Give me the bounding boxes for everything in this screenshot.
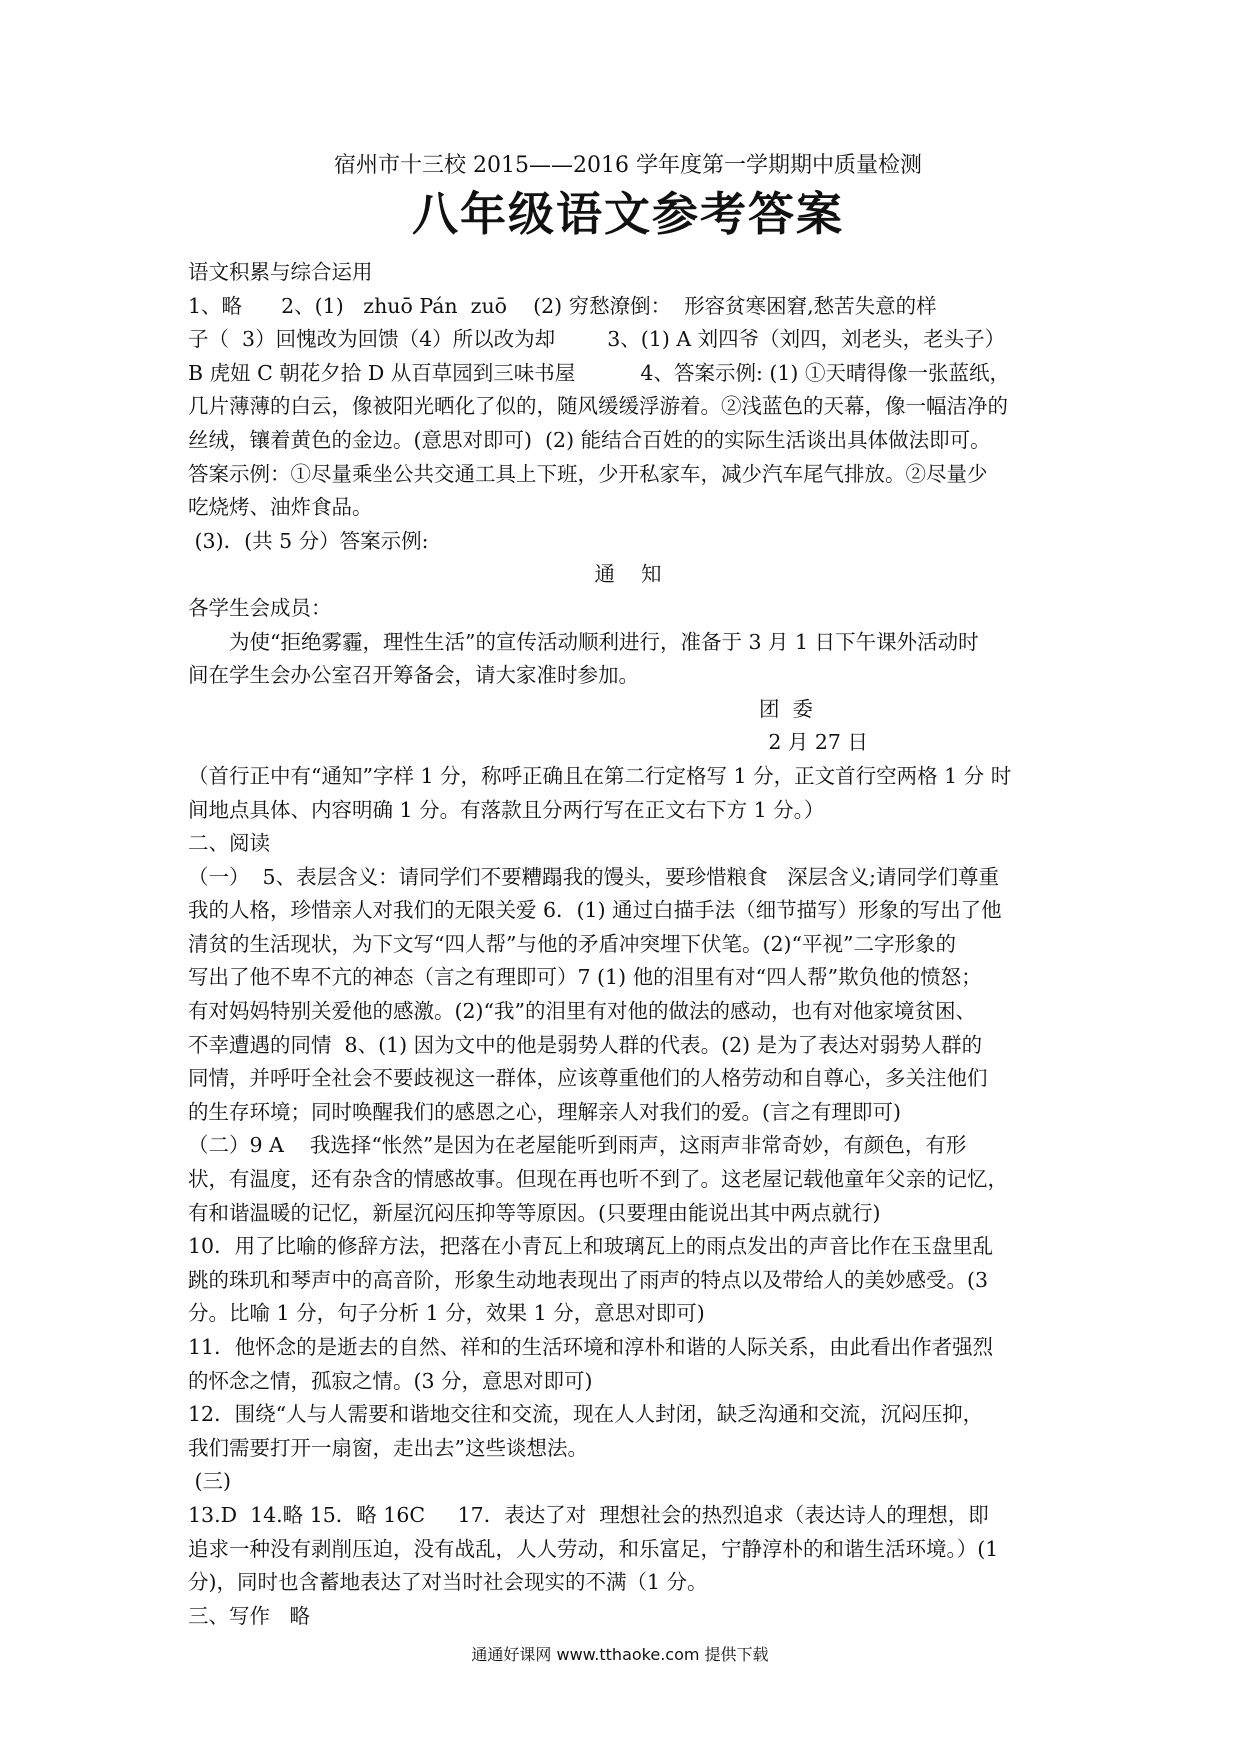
text-line: 的生存环境；同时唤醒我们的感恩之心，理解亲人对我们的爱。(言之有理即可) [188,1099,901,1124]
text-line: 有对妈妈特别关爱他的感激。(2)“我”的泪里有对他的做法的感动，也有对他家境贫困、 [188,999,976,1024]
text-line: 11．他怀念的是逝去的自然、祥和的生活环境和淳朴和谐的人际关系，由此看出作者强烈 [188,1335,994,1359]
text-line: 同情，并呼吁全社会不要歧视这一群体，应该尊重他们的人格劳动和自尊心，多关注他们 [188,1066,988,1091]
text-line: (3)．(共 5 分）答案示例: [188,528,429,553]
text-line: 10．用了比喻的修辞方法，把落在小青瓦上和玻璃瓦上的雨点发出的声音比作在玉盘里乱 [188,1234,994,1259]
text-line: 语文积累与综合运用 [188,260,373,284]
text-line: （二）9 A 我选择“怅然”是因为在老屋能听到雨声，这雨声非常奇妙，有颜色，有形 [188,1133,967,1158]
text-line: 13.D 14.略 15．略 16C 17．表达了对 理想社会的热烈追求（表达诗人的理想，即 [188,1502,989,1527]
document-title: 八年级语文参考答案 [412,187,844,241]
text-line: 子（ 3）回愧改为回馈（4）所以改为却 3、(1) A 刘四爷（刘四，刘老头，老头子） [188,327,1006,352]
document-page [188,150,1068,1633]
text-line: 12．围绕“人与人需要和谐地交往和交流，现在人人封闭，缺乏沟通和交流，沉闷压抑， [188,1402,984,1427]
text-line: 1、略 2、(1) zhuō Pán zuō (2) 穷愁潦倒： 形容贫寒困窘,愁苦失意的样 [188,293,937,318]
text-line: 有和谐温暖的记忆，新屋沉闷压抑等等原因。(只要理由能说出其中两点就行) [188,1200,881,1225]
notice-heading: 通 知 [594,562,662,587]
text-line: 不幸遭遇的同情 8、(1) 因为文中的他是弱势人群的代表。(2) 是为了表达对弱势人群的 [188,1032,983,1057]
notice-signature: 团 委 [758,696,813,721]
text-line: 清贫的生活现状，为下文写“四人帮”与他的矛盾冲突埋下伏笔。(2)“平视”二字形象的 [188,931,956,956]
download-footer: 通通好课网 www.tthaoke.com 提供下载 [471,1645,769,1664]
text-line: B 虎妞 C 朝花夕拾 D 从百草园到三味书屋 4、答案示例: (1) ①天晴得像一张蓝纸， [188,360,1010,385]
text-line: 的怀念之情，孤寂之情。(3 分，意思对即可) [188,1368,593,1393]
text-line: 间地点具体、内容明确 1 分。有落款且分两行写在正文右下方 1 分。） [188,797,825,822]
section-heading: 三、写作 略 [188,1603,311,1628]
text-line: （首行正中有“通知”字样 1 分，称呼正确且在第二行定格写 1 分，正文首行空两格 1 分 时 [188,763,1012,788]
text-line: 写出了他不卑不亢的神态（言之有理即可）7 (1) 他的泪里有对“四人帮”欺负他的愤怒； [188,965,982,990]
text-line: （一） 5、表层含义：请同学们不要糟蹋我的馒头，要珍惜粮食 深层含义;请同学们尊重 [188,864,1000,889]
text-line: 分。比喻 1 分，句子分析 1 分，效果 1 分，意思对即可) [188,1301,705,1326]
text-line: 状，有温度，还有杂含的情感故事。但现在再也听不到了。这老屋记载他童年父亲的记忆， [188,1167,1008,1192]
text-line: 分)，同时也含蓄地表达了对当时社会现实的不满（1 分。 [188,1570,708,1595]
exam-subtitle: 宿州市十三校 2015——2016 学年度第一学期期中质量检测 [334,153,922,178]
text-line: 答案示例：①尽量乘坐公共交通工具上下班，少开私家车，减少汽车尾气排放。②尽量少 [188,461,988,486]
notice-salutation: 各学生会成员： [188,595,332,620]
text-line: 追求一种没有剥削压迫，没有战乱，人人劳动，和乐富足，宁静淳朴的和谐生活环境。）(1 [188,1536,999,1561]
notice-body: 为使“拒绝雾霾，理性生活”的宣传活动顺利进行，准备于 3 月 1 日下午课外活动时 [229,629,979,654]
section-heading: (三) [188,1469,232,1494]
text-line: 跳的珠玑和琴声中的高音阶，形象生动地表现出了雨声的特点以及带给人的美妙感受。(3 [188,1267,989,1292]
text-line: 我们需要打开一扇窗，走出去”这些谈想法。 [188,1435,588,1460]
notice-body: 间在学生会办公室召开筹备会，请大家准时参加。 [188,663,639,688]
notice-date: 2 月 27 日 [768,730,868,755]
section-heading: 二、阅读 [188,831,270,856]
text-line: 吃烧烤、油炸食品。 [188,495,373,520]
text-line: 丝绒，镶着黄色的金边。(意思对即可) (2) 能结合百姓的的实际生活谈出具体做法即可。 [188,427,991,452]
text-line: 我的人格，珍惜亲人对我们的无限关爱 6．(1) 通过白描手法（细节描写）形象的写出了他 [188,898,1002,923]
text-line: 几片薄薄的白云，像被阳光晒化了似的，随风缓缓浮游着。②浅蓝色的天幕，像一幅洁净的 [188,394,1008,419]
